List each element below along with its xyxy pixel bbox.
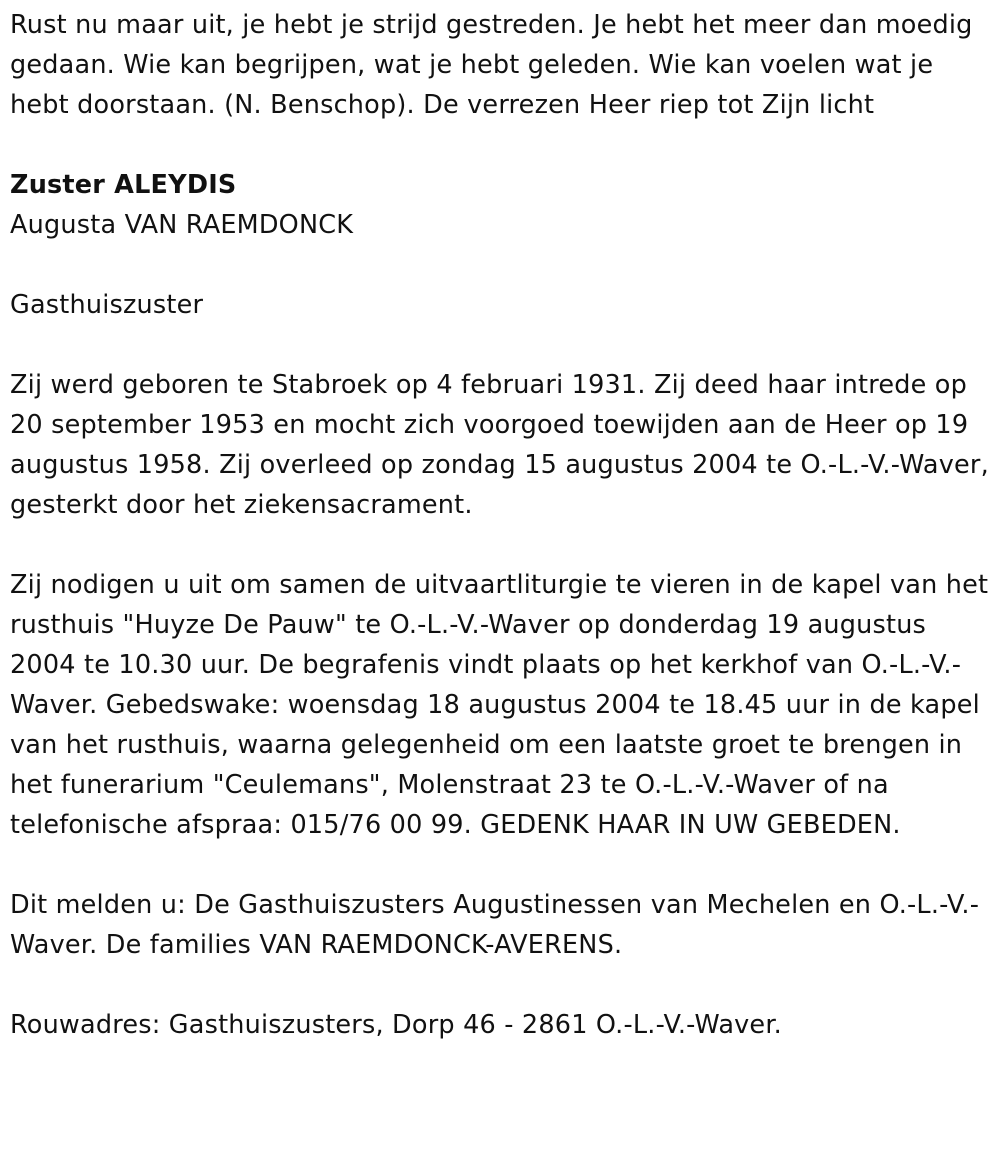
spacer — [10, 965, 995, 1005]
mourning-address: Rouwadres: Gasthuiszusters, Dorp 46 - 2861 O.-L.-V.-Waver. — [10, 1010, 782, 1040]
religious-name: Zuster ALEYDIS — [10, 170, 237, 200]
obituary-document — [10, 5, 995, 1045]
intro-verse: Rust nu maar uit, je hebt je strijd gestreden. Je hebt het meer dan moedig gedaan. Wie kan begrijpen, wat je hebt geleden. Wie kan voelen wat je hebt doorstaan. (N. Benschop). De verrezen Heer riep tot Zijn licht — [10, 10, 973, 120]
spacer — [10, 245, 995, 285]
occupation: Gasthuiszuster — [10, 290, 204, 320]
civil-name: Augusta VAN RAEMDONCK — [10, 210, 354, 240]
biography-paragraph: Zij werd geboren te Stabroek op 4 februari 1931. Zij deed haar intrede op 20 september 1953 en mocht zich voorgoed toewijden aan de Heer op 19 augustus 1958. Zij overleed op zondag 15 augustus 2004 te O.-L.-V.-Waver, gesterkt door het ziekensacrament. — [10, 370, 989, 520]
spacer — [10, 325, 995, 365]
spacer — [10, 125, 995, 165]
spacer — [10, 845, 995, 885]
spacer — [10, 525, 995, 565]
announcers-paragraph: Dit melden u: De Gasthuiszusters Augustinessen van Mechelen en O.-L.-V.-Waver. De families VAN RAEMDONCK-AVERENS. — [10, 890, 980, 960]
funeral-invitation-paragraph: Zij nodigen u uit om samen de uitvaartliturgie te vieren in de kapel van het rusthuis "Huyze De Pauw" te O.-L.-V.-Waver op donderdag 19 augustus 2004 te 10.30 uur. De begrafenis vindt plaats op het kerkhof van O.-L.-V.-Waver. Gebedswake: woensdag 18 augustus 2004 te 18.45 uur in de kapel van het rusthuis, waarna gelegenheid om een laatste groet te brengen in het funerarium "Ceulemans", Molenstraat 23 te O.-L.-V.-Waver of na telefonische afspraa: 015/76 00 99. GEDENK HAAR IN UW GEBEDEN. — [10, 570, 989, 840]
